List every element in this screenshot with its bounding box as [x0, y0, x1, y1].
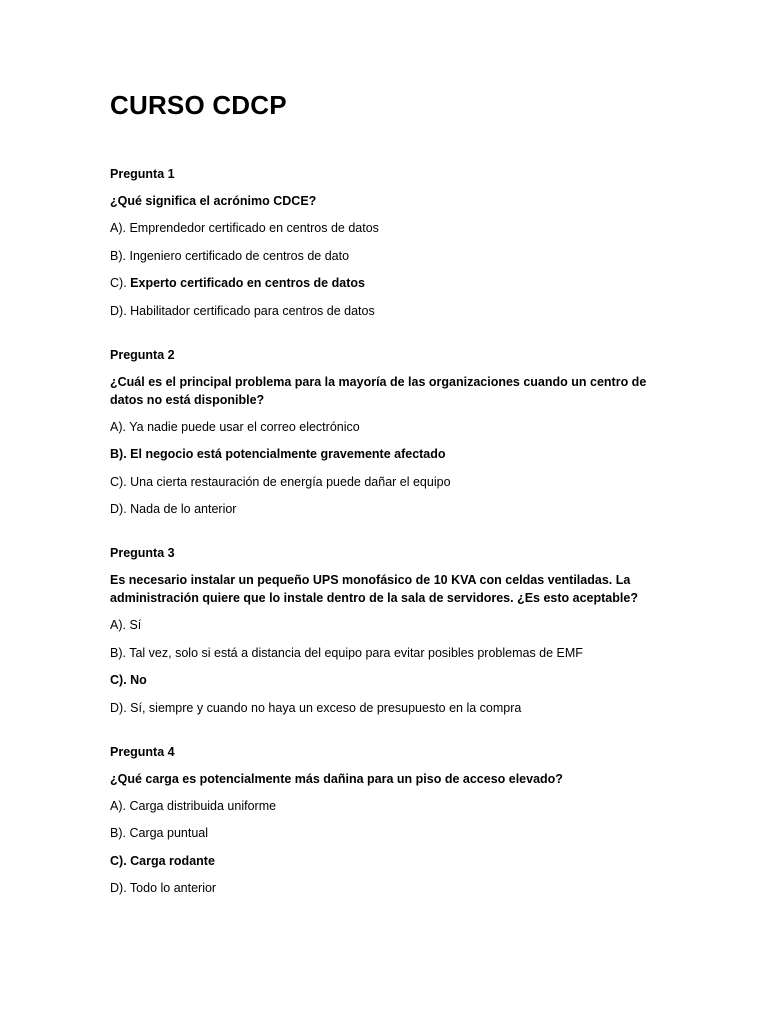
answer-option: [110, 219, 670, 237]
answer-option: [110, 699, 670, 717]
option-letter: D).: [110, 700, 127, 715]
option-letter: C).: [110, 673, 127, 687]
page-title: CURSO CDCP: [110, 90, 287, 120]
option-letter: C).: [110, 276, 127, 290]
option-text: Ingeniero certificado de centros de dato: [129, 248, 350, 263]
question-label: Pregunta 2: [110, 347, 175, 362]
answer-option: [110, 247, 670, 265]
option-text: Carga distribuida uniforme: [129, 798, 277, 813]
option-letter: B).: [110, 645, 126, 660]
answer-option: [110, 616, 670, 634]
question-label: Pregunta 4: [110, 744, 175, 759]
question-block: [110, 346, 670, 519]
option-letter: B).: [110, 248, 126, 263]
answer-option: [110, 445, 670, 463]
option-text: Todo lo anterior: [129, 881, 217, 895]
answer-option: [110, 418, 670, 436]
answer-option: [110, 500, 670, 518]
option-letter: A).: [110, 798, 126, 813]
option-text: Experto certificado en centros de datos: [130, 276, 365, 290]
option-letter: C).: [110, 853, 127, 868]
answer-option: [110, 473, 670, 491]
option-letter: B).: [110, 826, 126, 840]
option-letter: A).: [110, 419, 126, 434]
answer-option: [110, 274, 670, 292]
question-text: ¿Qué significa el acrónimo CDCE?: [110, 194, 317, 208]
option-letter: C).: [110, 474, 127, 489]
option-text: Sí: [129, 618, 142, 632]
question-text: ¿Qué carga es potencialmente más dañina para un piso de acceso elevado?: [110, 771, 563, 786]
option-text: Tal vez, solo si está a distancia del equipo para evitar posibles problemas de EMF: [129, 645, 583, 660]
question-block: [110, 544, 670, 717]
answer-option: [110, 879, 670, 897]
answer-option: [110, 852, 670, 870]
question-label: Pregunta 3: [110, 546, 175, 560]
answer-option: [110, 302, 670, 320]
question-label: Pregunta 1: [110, 167, 175, 181]
question-block: [110, 165, 670, 320]
option-text: Carga puntual: [129, 826, 208, 840]
option-text: Carga rodante: [130, 853, 215, 868]
answer-option: [110, 671, 670, 689]
option-letter: A).: [110, 221, 126, 235]
question-text: ¿Cuál es el principal problema para la mayoría de las organizaciones cuando un centro de datos no está disponible?: [110, 374, 647, 407]
answer-option: [110, 797, 670, 815]
question-block: [110, 743, 670, 898]
option-letter: B).: [110, 447, 127, 461]
option-text: Emprendedor certificado en centros de datos: [129, 221, 379, 235]
option-text: Una cierta restauración de energía puede dañar el equipo: [130, 474, 451, 489]
option-letter: A).: [110, 618, 126, 632]
option-letter: D).: [110, 502, 127, 516]
option-letter: D).: [110, 303, 127, 318]
option-text: Nada de lo anterior: [130, 502, 237, 516]
option-text: No: [130, 673, 147, 687]
option-letter: D).: [110, 881, 127, 895]
question-text: Es necesario instalar un pequeño UPS monofásico de 10 KVA con celdas ventiladas. La administración quiere que lo instale dentro de la sala de servidores. ¿Es esto aceptable?: [110, 573, 638, 605]
question-list: [110, 165, 670, 897]
document-page: [110, 88, 670, 923]
answer-option: [110, 644, 670, 662]
option-text: Ya nadie puede usar el correo electrónico: [129, 419, 360, 434]
option-text: Sí, siempre y cuando no haya un exceso de presupuesto en la compra: [130, 700, 522, 715]
option-text: El negocio está potencialmente gravemente afectado: [130, 447, 446, 461]
option-text: Habilitador certificado para centros de datos: [130, 303, 375, 318]
answer-option: [110, 824, 670, 842]
